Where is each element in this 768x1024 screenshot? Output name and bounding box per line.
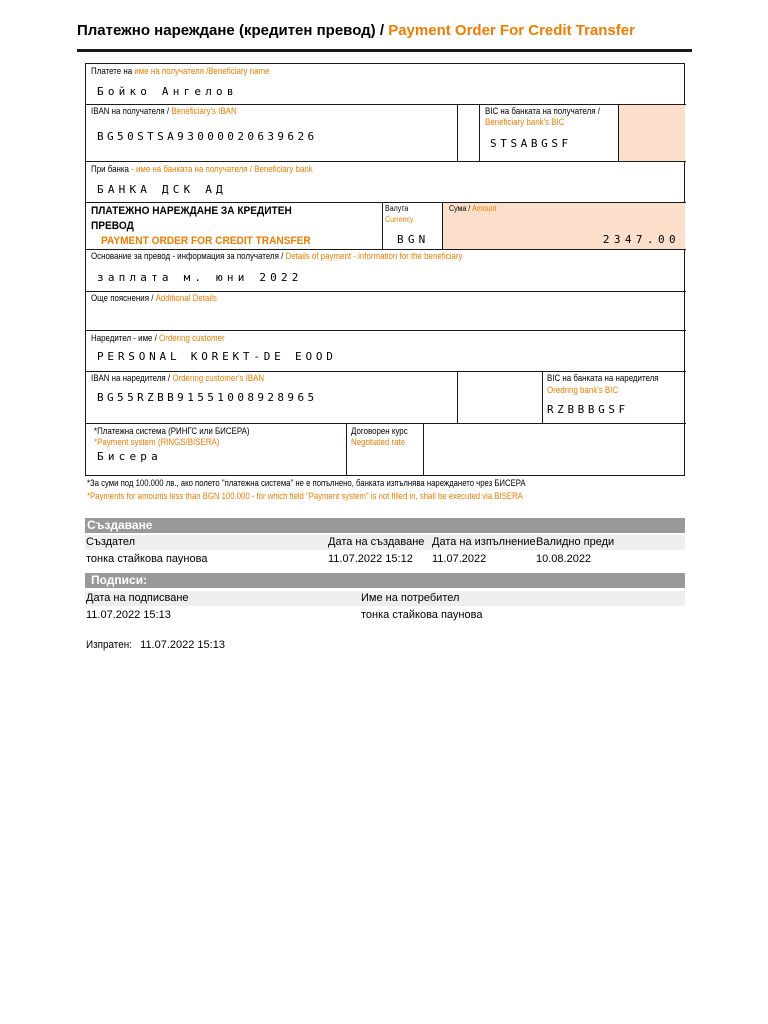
col-creator: Създател [86,536,136,548]
ordering-customer: PERSONAL KOREKT-DE EOOD [97,350,337,363]
sign-date: 11.07.2022 15:13 [86,609,171,621]
creation-value-row [85,552,685,567]
divider [382,202,383,249]
divider [479,104,480,161]
note-bg: *За суми под 100.000 лв., ако полето "платежна система" не е попълнено, банката изпълнява нареждането чрез БИСЕРА [87,478,526,488]
negotiated-rate-label-bg: Договорен курс [351,426,408,436]
divider [86,249,686,250]
payment-order-form [85,63,685,476]
order-title-en: PAYMENT ORDER FOR CREDIT TRANSFER [101,235,311,247]
sent-date: 11.07.2022 15:13 [140,639,225,651]
payment-details: заплата м. юни 2022 [97,271,303,284]
divider [618,104,619,161]
divider [86,423,686,424]
currency-label-en: Currency [385,215,414,224]
col-user-name: Име на потребител [361,592,460,604]
currency-value: BGN [397,233,430,246]
divider [86,104,686,105]
divider [86,291,686,292]
ordering-iban-label: IBAN на наредителя / Ordering customer's IBAN [91,373,265,383]
title-en: Payment Order For Credit Transfer [388,22,635,39]
divider [346,423,347,476]
payment-system-label-en: *Payment system (RINGS/BISERA) [94,437,220,447]
additional-details-label: Още пояснения / Additional Details [91,293,217,303]
ordering-bic-label-bg: BIC на банката на наредителя [547,373,659,383]
header-divider [77,49,692,52]
amount-value: 2347.00 [602,233,680,246]
col-execution-date: Дата на изпълнение [432,536,536,548]
bic-fill [618,104,685,161]
payment-system-label-bg: *Платежна система (РИНГС или БИСЕРА) [94,426,250,436]
payment-system: Бисера [97,450,162,463]
divider [423,423,424,476]
sent-line [86,639,225,651]
beneficiary-name: Бойко Ангелов [97,85,238,98]
beneficiary-bic: STSABGSF [490,137,572,150]
ordering-customer-label: Наредител - име / Ordering customer [91,333,225,343]
divider [457,104,458,161]
beneficiary-bank-label: При банка - име на банката на получателя / Beneficiary bank [91,164,313,174]
divider [86,371,686,372]
amount-label: Сума / Amount [449,204,497,213]
creation-section-title: Създаване [85,518,685,533]
divider [86,161,686,162]
creator-name: тонка стайкова паунова [86,553,208,565]
signatures-header-row [85,591,685,606]
ordering-bic: RZBBBGSF [547,403,629,416]
divider [86,202,686,203]
creation-header-row [85,535,685,550]
beneficiary-iban-label: IBAN на получателя / Beneficiary's IBAN [91,106,237,116]
title-bg: Платежно нареждане (кредитен превод) / [77,22,385,39]
payment-details-label: Основание за превод - информация за получателя / Details of payment - information for the beneficiary [91,251,463,261]
divider [442,202,443,249]
col-created-date: Дата на създаване [328,536,425,548]
signatures-value-row [85,608,685,623]
signatures-section-title: Подписи: [85,573,685,588]
valid-before: 10.08.2022 [536,553,592,565]
beneficiary-label: Платете на име на получателя /Beneficiary name [91,66,270,76]
order-title-bg-1: ПЛАТЕЖНО НАРЕЖДАНЕ ЗА КРЕДИТЕН [91,205,292,217]
divider [86,330,686,331]
beneficiary-iban: BG50STSA93000020639626 [97,130,318,143]
page-title [77,22,635,39]
sent-label: Изпратен: [86,639,132,651]
beneficiary-bank: БАНКА ДСК АД [97,183,227,196]
execution-date: 11.07.2022 [432,553,487,565]
divider [542,371,543,423]
created-date: 11.07.2022 15:12 [328,553,413,565]
order-title-bg-2: ПРЕВОД [91,220,134,232]
ordering-iban: BG55RZBB91551008928965 [97,391,318,404]
negotiated-rate-label-en: Negotiated rate [351,437,406,447]
col-sign-date: Дата на подписване [86,592,189,604]
beneficiary-bic-label-en: Beneficiary bank's BIC [485,117,565,127]
ordering-bic-label-en: Oredring bank's BIC [547,385,619,395]
divider [457,371,458,423]
note-en: *Payments for amounts less than BGN 100.000 - for which field "Payment system" is not filled in, shall be executed via BISERA [87,491,523,501]
currency-label-bg: Валута [385,204,409,213]
user-name: тонка стайкова паунова [361,609,483,621]
col-valid-before: Валидно преди [536,536,615,548]
beneficiary-bic-label-bg: BIC на банката на получателя / [485,106,600,116]
